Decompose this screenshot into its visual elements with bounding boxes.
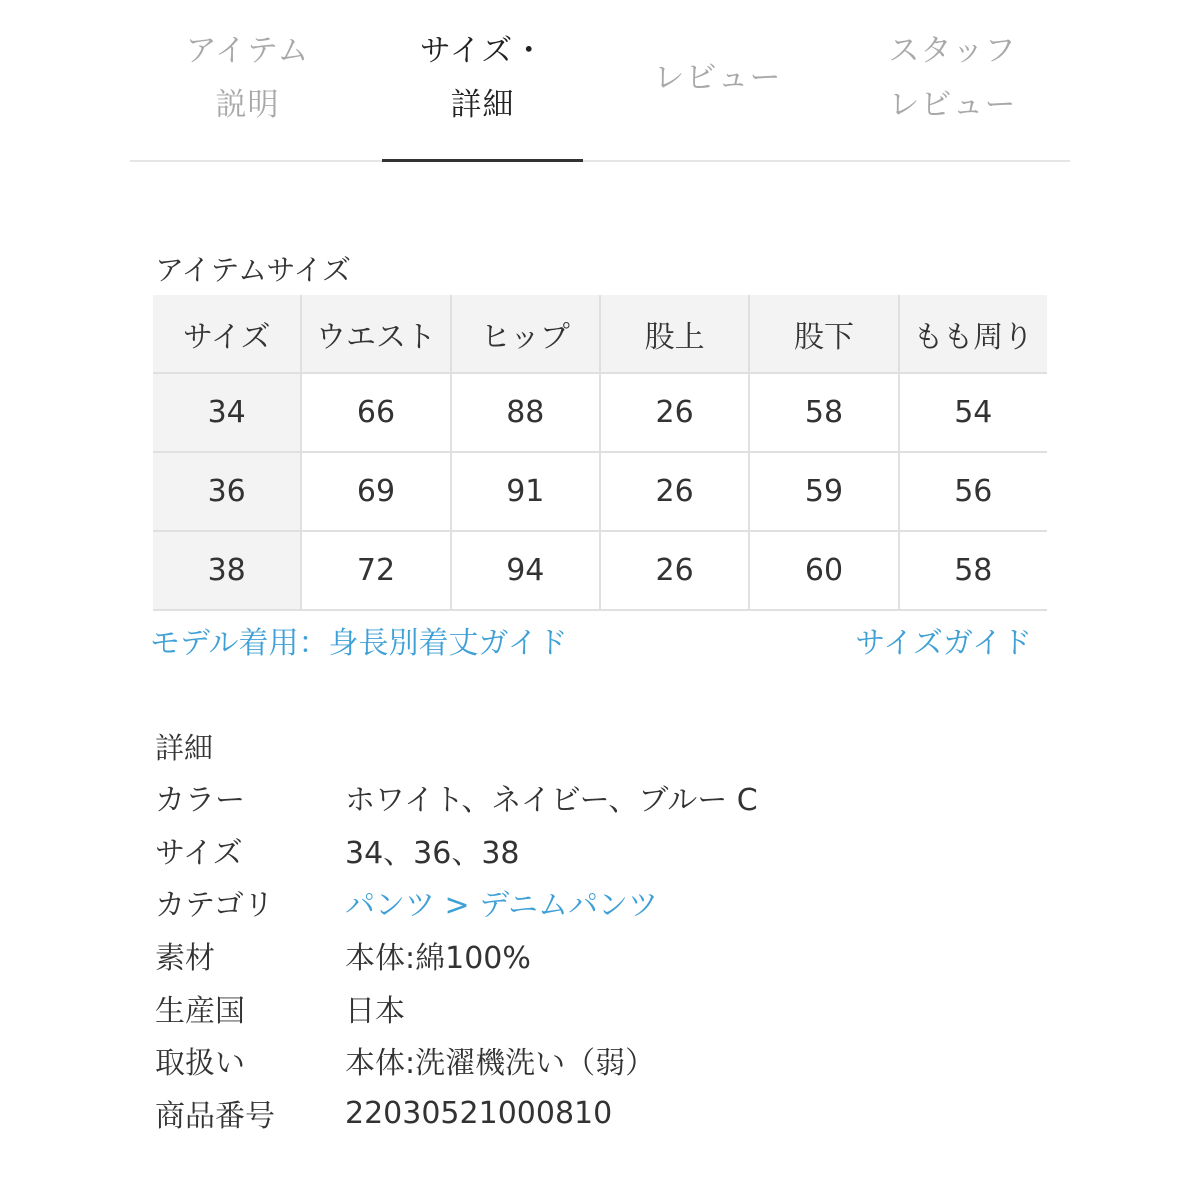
details-heading: 詳細 xyxy=(155,731,214,765)
table-cell: 36 xyxy=(153,452,301,531)
size-guide-link[interactable]: サイズガイド xyxy=(855,626,1032,661)
detail-key: カラー xyxy=(155,783,245,818)
table-cell: 60 xyxy=(749,531,898,610)
item-size-heading: アイテムサイズ xyxy=(155,253,352,287)
tab-size-details[interactable] xyxy=(365,0,600,160)
detail-value: ホワイト、ネイビー、ブルー C xyxy=(345,783,758,818)
detail-value: 22030521000810 xyxy=(345,1095,613,1131)
detail-value: 34、36、38 xyxy=(345,836,520,871)
tab-reviews[interactable] xyxy=(600,0,835,160)
detail-row-product-number xyxy=(155,1087,1055,1139)
detail-row-category xyxy=(155,876,1055,928)
detail-row-origin xyxy=(155,982,1055,1034)
detail-row-size xyxy=(155,824,1055,876)
size-table-header-row xyxy=(153,295,1047,373)
header-cell: ヒップ xyxy=(451,295,600,373)
detail-key: 取扱い xyxy=(155,1046,245,1081)
detail-key: 商品番号 xyxy=(155,1099,275,1134)
table-cell: 26 xyxy=(600,452,749,531)
table-cell: 26 xyxy=(600,531,749,610)
detail-row-care xyxy=(155,1034,1055,1086)
tab-label: スタッフ レビュー xyxy=(888,33,1017,123)
table-row xyxy=(153,452,1047,531)
model-fit-guide-link[interactable]: モデル着用：身長別着丈ガイド xyxy=(150,626,568,661)
tab-bar xyxy=(130,0,1070,162)
table-cell: 58 xyxy=(899,531,1047,610)
table-cell: 91 xyxy=(451,452,600,531)
detail-value: 日本 xyxy=(345,994,405,1029)
table-cell: 72 xyxy=(301,531,450,610)
header-cell: ウエスト xyxy=(301,295,450,373)
tab-label: サイズ・ 詳細 xyxy=(419,33,546,123)
detail-key: 素材 xyxy=(155,941,215,976)
table-cell: 66 xyxy=(301,373,450,452)
header-cell: もも周り xyxy=(899,295,1047,373)
tab-label: レビュー xyxy=(653,60,782,96)
detail-key: 生産国 xyxy=(155,994,245,1029)
table-cell: 69 xyxy=(301,452,450,531)
detail-value: 本体:綿100% xyxy=(345,941,531,976)
header-cell: サイズ xyxy=(153,295,301,373)
tab-staff-reviews[interactable] xyxy=(835,0,1070,160)
table-cell: 38 xyxy=(153,531,301,610)
detail-key: サイズ xyxy=(155,836,243,871)
header-cell: 股上 xyxy=(600,295,749,373)
size-table xyxy=(153,295,1047,611)
table-cell: 58 xyxy=(749,373,898,452)
table-row xyxy=(153,373,1047,452)
category-link[interactable]: パンツ > デニムパンツ xyxy=(345,888,659,923)
table-cell: 26 xyxy=(600,373,749,452)
table-row xyxy=(153,531,1047,610)
table-cell: 94 xyxy=(451,531,600,610)
detail-key: カテゴリ xyxy=(155,888,274,923)
tab-item-description[interactable] xyxy=(130,0,365,160)
table-cell: 54 xyxy=(899,373,1047,452)
detail-value: 本体:洗濯機洗い（弱） xyxy=(345,1046,656,1081)
table-cell: 88 xyxy=(451,373,600,452)
detail-row-color xyxy=(155,771,1055,823)
table-cell: 59 xyxy=(749,452,898,531)
detail-row-material xyxy=(155,929,1055,981)
table-cell: 34 xyxy=(153,373,301,452)
table-cell: 56 xyxy=(899,452,1047,531)
tab-label: アイテム 説明 xyxy=(185,33,310,123)
header-cell: 股下 xyxy=(749,295,898,373)
